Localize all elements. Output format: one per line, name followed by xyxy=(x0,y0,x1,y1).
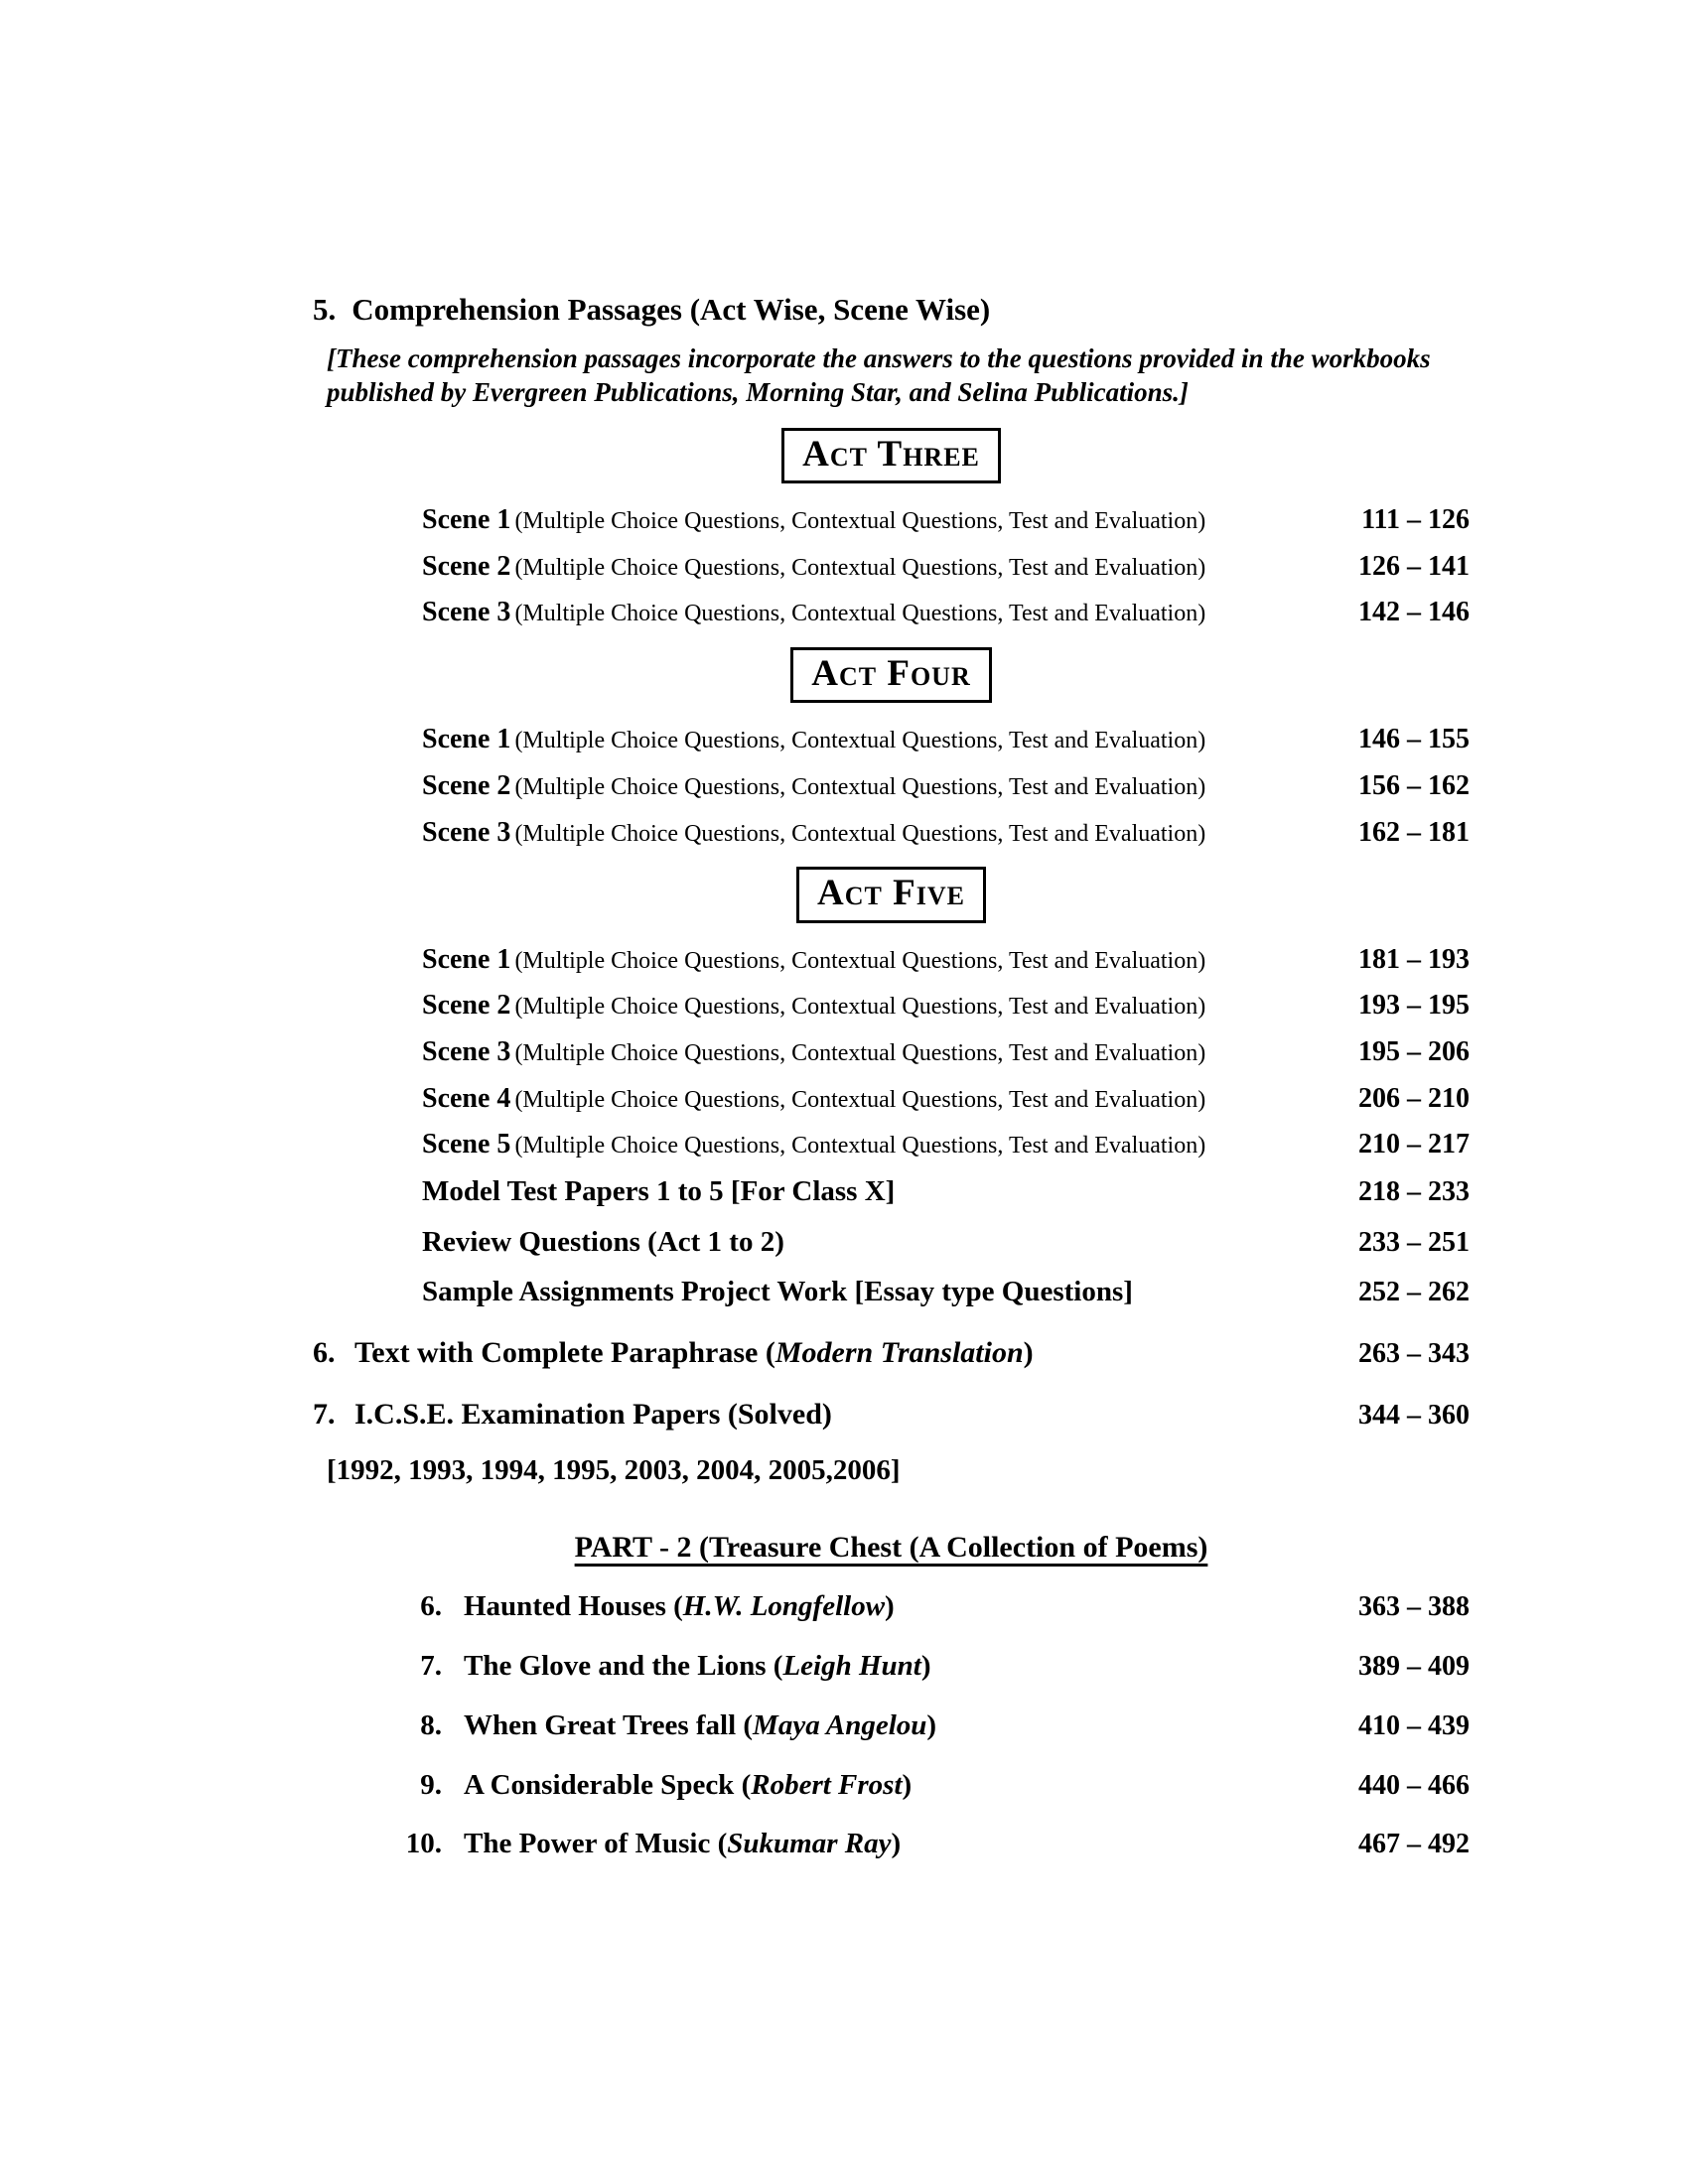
scene-row xyxy=(422,1082,1470,1116)
act-five-box-wrap xyxy=(313,867,1470,923)
page-range: 440 – 466 xyxy=(1358,1769,1470,1801)
item-title: I.C.S.E. Examination Papers (Solved) xyxy=(354,1398,832,1432)
act-three-box-wrap xyxy=(313,428,1470,484)
poem-title: Haunted Houses (H.W. Longfellow) xyxy=(464,1590,895,1623)
scene-label: Scene 4 xyxy=(422,1082,511,1114)
scene-row xyxy=(422,1035,1470,1069)
poem-author: Robert Frost xyxy=(751,1768,903,1801)
page-range: 126 – 141 xyxy=(1358,550,1470,582)
page-range: 181 – 193 xyxy=(1358,943,1470,975)
scene-label: Scene 3 xyxy=(422,597,511,628)
poem-number: 9. xyxy=(420,1768,442,1801)
row-label: Review Questions (Act 1 to 2) xyxy=(422,1225,784,1258)
scene-description: (Multiple Choice Questions, Contextual Questions, Test and Evaluation) xyxy=(514,508,1206,535)
part2-heading-wrap xyxy=(313,1531,1470,1565)
scene-description: (Multiple Choice Questions, Contextual Questions, Test and Evaluation) xyxy=(514,774,1206,801)
page-range: 195 – 206 xyxy=(1358,1035,1470,1067)
scene-row xyxy=(422,769,1470,803)
comprehension-note: [These comprehension passages incorporate the answers to the questions provided in the workbooks published by Evergreen Publications, Morning Star, and Selina Publications.] xyxy=(327,343,1431,407)
page-range: 363 – 388 xyxy=(1358,1591,1470,1623)
page-range: 210 – 217 xyxy=(1358,1129,1470,1160)
poem-row xyxy=(313,1708,1470,1743)
item-number: 7. xyxy=(313,1398,336,1432)
scene-row xyxy=(422,816,1470,850)
section-5-heading xyxy=(313,293,1470,327)
item-6-row xyxy=(313,1335,1470,1371)
scene-row xyxy=(422,1128,1470,1161)
scene-row xyxy=(422,503,1470,537)
page-range: 467 – 492 xyxy=(1358,1829,1470,1860)
page-range: 111 – 126 xyxy=(1361,504,1470,536)
poem-author: Leigh Hunt xyxy=(782,1649,921,1682)
page-range: 410 – 439 xyxy=(1358,1709,1470,1741)
poem-row xyxy=(313,1827,1470,1861)
scene-row xyxy=(422,596,1470,629)
scene-label: Scene 1 xyxy=(422,504,511,536)
model-test-papers-row xyxy=(422,1174,1470,1209)
page-range: 193 – 195 xyxy=(1358,990,1470,1022)
scene-description: (Multiple Choice Questions, Contextual Questions, Test and Evaluation) xyxy=(514,947,1206,974)
page-range: 263 – 343 xyxy=(1358,1338,1470,1370)
scene-label: Scene 1 xyxy=(422,943,511,975)
scene-label: Scene 3 xyxy=(422,1035,511,1067)
scene-row xyxy=(422,943,1470,977)
act-five-heading: Act Five xyxy=(796,867,986,923)
scene-label: Scene 5 xyxy=(422,1129,511,1160)
poem-row xyxy=(313,1589,1470,1624)
sample-assignments-row xyxy=(422,1275,1470,1309)
section-5-number: 5. xyxy=(313,292,337,327)
part2-heading: PART - 2 (Treasure Chest (A Collection of Poems) xyxy=(574,1531,1208,1565)
act-four-box-wrap xyxy=(313,647,1470,704)
poem-author: Sukumar Ray xyxy=(727,1828,892,1860)
scene-label: Scene 1 xyxy=(422,724,511,755)
page-range: 344 – 360 xyxy=(1358,1400,1470,1432)
poem-title: The Glove and the Lions (Leigh Hunt) xyxy=(464,1649,931,1682)
poem-title: The Power of Music (Sukumar Ray) xyxy=(464,1828,902,1860)
section-5-title: Comprehension Passages (Act Wise, Scene Wise) xyxy=(352,292,991,327)
page-range: 146 – 155 xyxy=(1358,724,1470,755)
scene-row xyxy=(422,550,1470,584)
review-questions-row xyxy=(422,1225,1470,1260)
poem-row xyxy=(313,1649,1470,1684)
scene-row xyxy=(422,723,1470,756)
scene-label: Scene 3 xyxy=(422,816,511,848)
scene-description: (Multiple Choice Questions, Contextual Questions, Test and Evaluation) xyxy=(514,1039,1206,1066)
item-title: Text with Complete Paraphrase (Modern Translation) xyxy=(354,1336,1034,1370)
page-range: 218 – 233 xyxy=(1358,1175,1470,1207)
scene-label: Scene 2 xyxy=(422,990,511,1022)
page-range: 142 – 146 xyxy=(1358,597,1470,628)
scene-label: Scene 2 xyxy=(422,550,511,582)
poem-author: H.W. Longfellow xyxy=(682,1590,886,1623)
page-range: 252 – 262 xyxy=(1358,1277,1470,1308)
poem-number: 7. xyxy=(420,1649,442,1682)
page-range: 162 – 181 xyxy=(1358,816,1470,848)
scene-description: (Multiple Choice Questions, Contextual Questions, Test and Evaluation) xyxy=(514,728,1206,754)
scene-description: (Multiple Choice Questions, Contextual Questions, Test and Evaluation) xyxy=(514,554,1206,581)
row-label: Model Test Papers 1 to 5 [For Class X] xyxy=(422,1174,896,1207)
poem-title: When Great Trees fall (Maya Angelou) xyxy=(464,1708,937,1741)
poem-number: 8. xyxy=(420,1708,442,1741)
row-label: Sample Assignments Project Work [Essay type Questions] xyxy=(422,1276,1133,1308)
page-range: 206 – 210 xyxy=(1358,1082,1470,1114)
scene-description: (Multiple Choice Questions, Contextual Questions, Test and Evaluation) xyxy=(514,1086,1206,1113)
scene-description: (Multiple Choice Questions, Contextual Questions, Test and Evaluation) xyxy=(514,1133,1206,1160)
page-range: 156 – 162 xyxy=(1358,770,1470,802)
act-four-heading: Act Four xyxy=(790,647,991,704)
item-number: 6. xyxy=(313,1336,336,1370)
poem-number: 10. xyxy=(405,1828,442,1860)
poem-title: A Considerable Speck (Robert Frost) xyxy=(464,1768,913,1801)
act-three-heading: Act Three xyxy=(781,428,1001,484)
scene-description: (Multiple Choice Questions, Contextual Questions, Test and Evaluation) xyxy=(514,601,1206,627)
years-note: [1992, 1993, 1994, 1995, 2003, 2004, 2005,2006] xyxy=(327,1454,901,1487)
scene-description: (Multiple Choice Questions, Contextual Questions, Test and Evaluation) xyxy=(514,820,1206,847)
page-range: 233 – 251 xyxy=(1358,1226,1470,1258)
scene-label: Scene 2 xyxy=(422,770,511,802)
scene-row xyxy=(422,989,1470,1023)
poem-author: Maya Angelou xyxy=(753,1708,927,1741)
item-7-row xyxy=(313,1397,1470,1433)
page-range: 389 – 409 xyxy=(1358,1650,1470,1682)
poem-number: 6. xyxy=(420,1590,442,1623)
poem-row xyxy=(313,1768,1470,1803)
scene-description: (Multiple Choice Questions, Contextual Questions, Test and Evaluation) xyxy=(514,994,1206,1021)
